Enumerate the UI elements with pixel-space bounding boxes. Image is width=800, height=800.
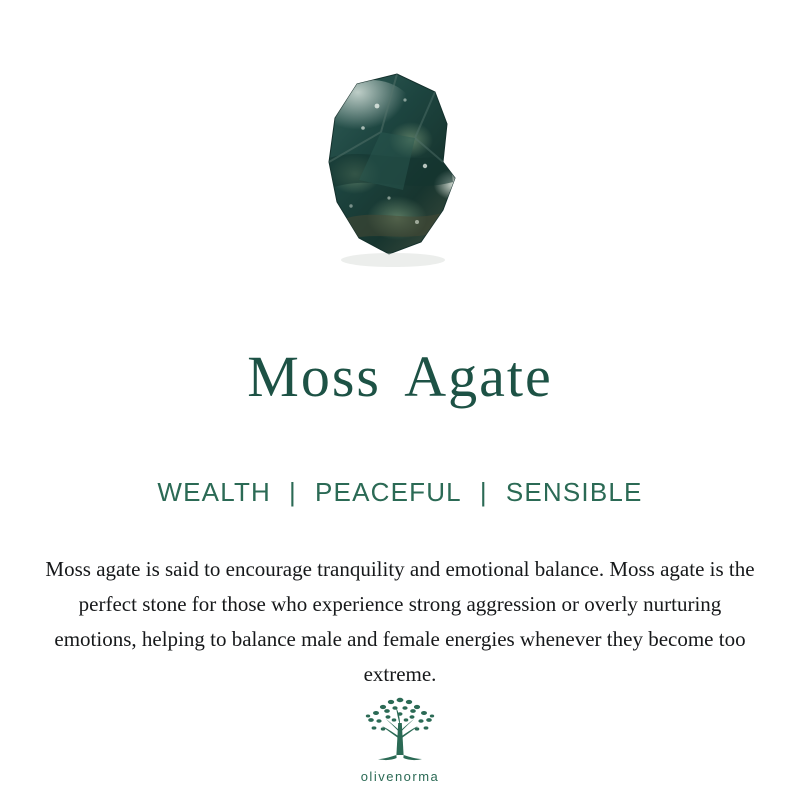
moss-agate-stone-photo: [285, 70, 515, 280]
olive-tree-icon: [354, 689, 446, 767]
brand-logo: [0, 689, 800, 784]
keyword-separator: |: [479, 476, 488, 507]
page-title: Moss Agate: [247, 344, 553, 409]
brand-name: olivenorma: [360, 769, 440, 784]
keyword-sensible: SENSIBLE: [505, 476, 643, 507]
stone-illustration: [285, 70, 515, 280]
keyword-peaceful: PEACEFUL: [314, 476, 462, 507]
keyword-wealth: WEALTH: [157, 476, 272, 507]
product-description: Moss agate is said to encourage tranquility and emotional balance. Moss agate is the perfect stone for those who experience strong aggression or overly nurturing emotions, helping to balance male and female energies whenever they become too extreme.: [45, 556, 755, 686]
keyword-list: [155, 477, 644, 508]
keyword-separator: |: [289, 476, 297, 507]
